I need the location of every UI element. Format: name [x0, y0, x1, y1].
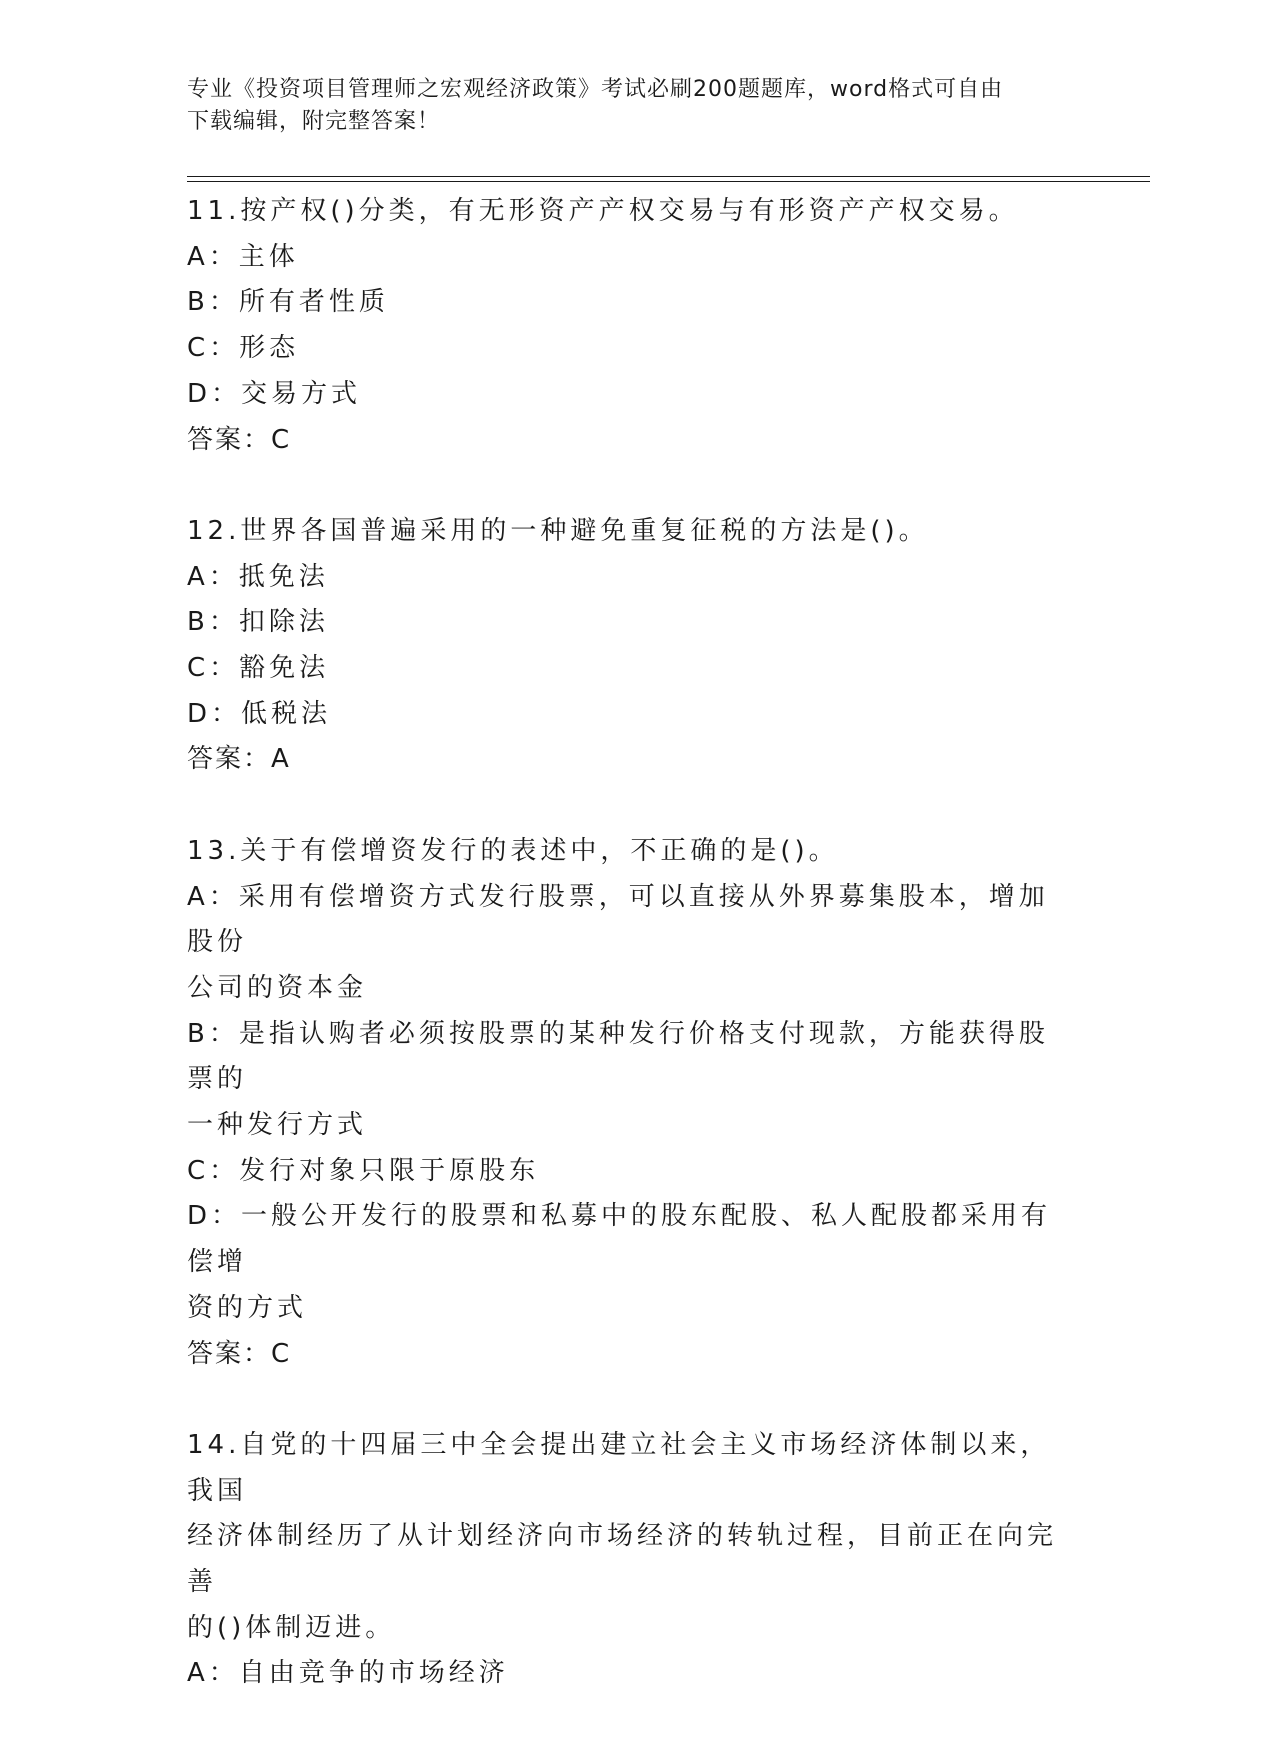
question-stem-continued: 的()体制迈进。: [187, 1612, 396, 1643]
question-13: [187, 829, 1077, 1377]
header-divider-bottom: [187, 181, 1150, 182]
option-b: B：所有者性质: [187, 287, 389, 318]
answer-line: 答案：C: [187, 1338, 292, 1369]
option-d: D：交易方式: [187, 378, 362, 409]
option-b: B：扣除法: [187, 607, 329, 638]
question-14: [187, 1423, 1077, 1697]
header-line: 专业《投资项目管理师之宏观经济政策》考试必刷200题题库，word格式可自由: [187, 77, 1004, 102]
question-stem-continued: 经济体制经历了从计划经济向市场经济的转轨过程，目前正在向完善: [187, 1521, 1058, 1598]
answer-line: 答案：C: [187, 424, 292, 455]
answer-line: 答案：A: [187, 744, 291, 775]
question-list: [187, 189, 1077, 1743]
header-divider-top: [187, 176, 1150, 177]
question-stem: 11.按产权()分类，有无形资产产权交易与有形资产产权交易。: [187, 196, 1019, 226]
option-b: B：是指认购者必须按股票的某种发行价格支付现款，方能获得股票的: [187, 1018, 1049, 1095]
option-a: A：采用有偿增资方式发行股票，可以直接从外界募集股本，增加股份: [187, 881, 1049, 958]
option-a-continued: 公司的资本金: [187, 972, 368, 1003]
option-c: C：形态: [187, 333, 300, 364]
option-a: A：主体: [187, 241, 299, 272]
question-11: [187, 189, 1077, 463]
option-c: C：豁免法: [187, 653, 330, 684]
question-stem: 14.自党的十四届三中全会提出建立社会主义市场经济体制以来，我国: [187, 1429, 1051, 1506]
option-a: A：自由竞争的市场经济: [187, 1658, 509, 1689]
option-d: D：一般公开发行的股票和私募中的股东配股、私人配股都采用有偿增: [187, 1201, 1052, 1278]
document-header: [187, 74, 1067, 138]
question-stem: 13.关于有偿增资发行的表述中，不正确的是()。: [187, 835, 839, 866]
option-d-continued: 资的方式: [187, 1292, 308, 1323]
option-c: C：发行对象只限于原股东: [187, 1155, 540, 1186]
option-d: D：低税法: [187, 698, 332, 729]
question-stem: 12.世界各国普遍采用的一种避免重复征税的方法是()。: [187, 515, 929, 546]
option-b-continued: 一种发行方式: [187, 1110, 368, 1141]
option-a: A：抵免法: [187, 561, 329, 592]
question-12: [187, 509, 1077, 783]
header-line: 下载编辑，附完整答案！: [187, 109, 441, 134]
